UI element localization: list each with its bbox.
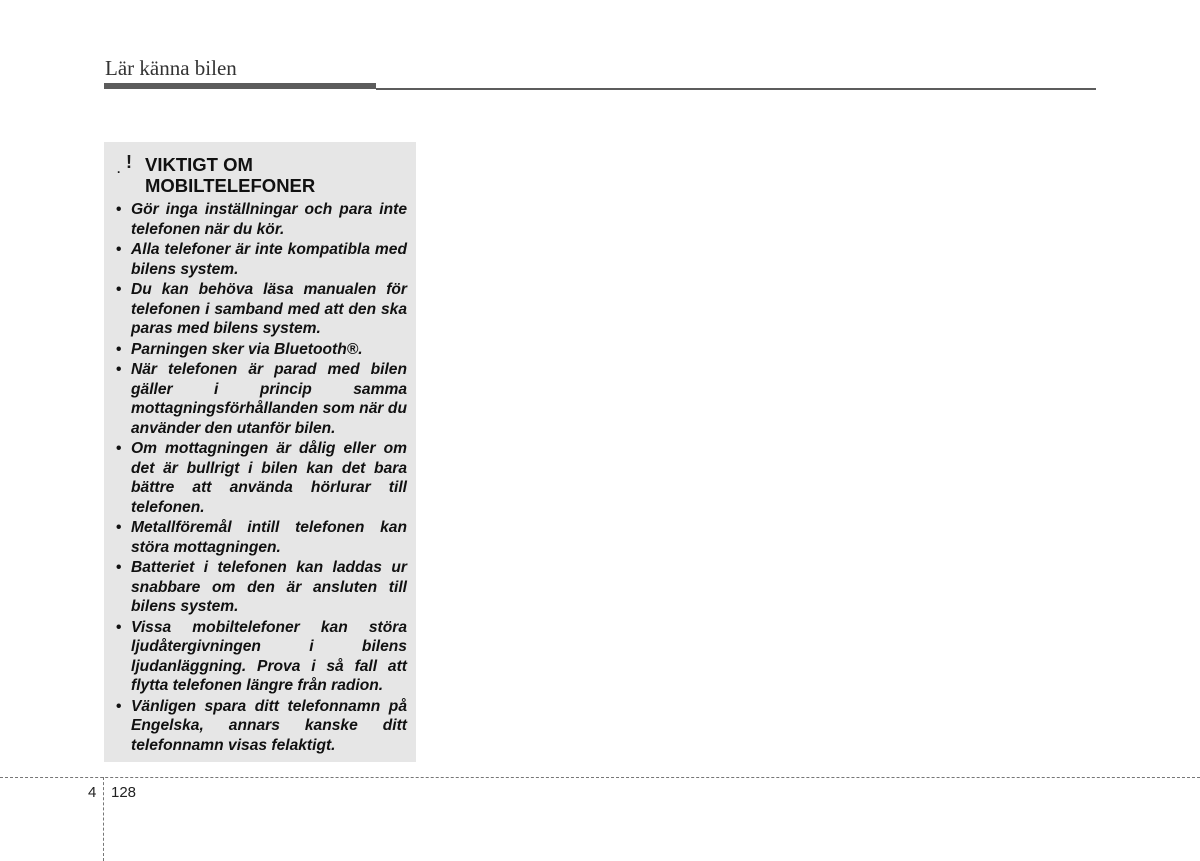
header-rule-thick bbox=[104, 83, 376, 89]
section-title: Lär känna bilen bbox=[105, 56, 237, 80]
footer-rule bbox=[0, 777, 1200, 778]
list-item: • Metallföremål intill telefonen kan störa mottagningen. bbox=[115, 518, 407, 557]
list-item: • Gör inga inställningar och para inte telefonen när du kör. bbox=[115, 200, 407, 239]
header-rule-thin bbox=[376, 88, 1096, 90]
list-item: • När telefonen är parad med bilen gäller i princip samma mottagningsförhållanden som när du använder den utanför bilen. bbox=[115, 360, 407, 438]
notice-box bbox=[104, 142, 416, 762]
notice-header bbox=[115, 154, 407, 196]
warning-exclamation-icon: . ! bbox=[117, 152, 132, 176]
list-item: • Om mottagningen är dålig eller om det är bullrigt i bilen kan det bara bättre att använda hörlurar till telefonen. bbox=[115, 439, 407, 517]
notice-list bbox=[115, 200, 407, 755]
notice-title: VIKTIGT OM MOBILTELEFONER bbox=[145, 154, 316, 196]
list-item: • Batteriet i telefonen kan laddas ur snabbare om den är ansluten till bilens system. bbox=[115, 558, 407, 617]
list-item: • Du kan behöva läsa manualen för telefonen i samband med att den ska paras med bilens system. bbox=[115, 280, 407, 339]
list-item: • Vänligen spara ditt telefonnamn på Engelska, annars kanske ditt telefonnamn visas felaktigt. bbox=[115, 697, 407, 756]
footer-vertical-rule bbox=[103, 777, 104, 861]
list-item: • Vissa mobiltelefoner kan störa ljudåtergivningen i bilens ljudanläggning. Prova i så fall att flytta telefonen längre från radion. bbox=[115, 618, 407, 696]
list-item: • Alla telefoner är inte kompatibla med bilens system. bbox=[115, 240, 407, 279]
chapter-number: 4 bbox=[88, 784, 97, 801]
page-number: 128 bbox=[111, 784, 137, 801]
list-item: • Parningen sker via Bluetooth®. bbox=[115, 340, 407, 360]
